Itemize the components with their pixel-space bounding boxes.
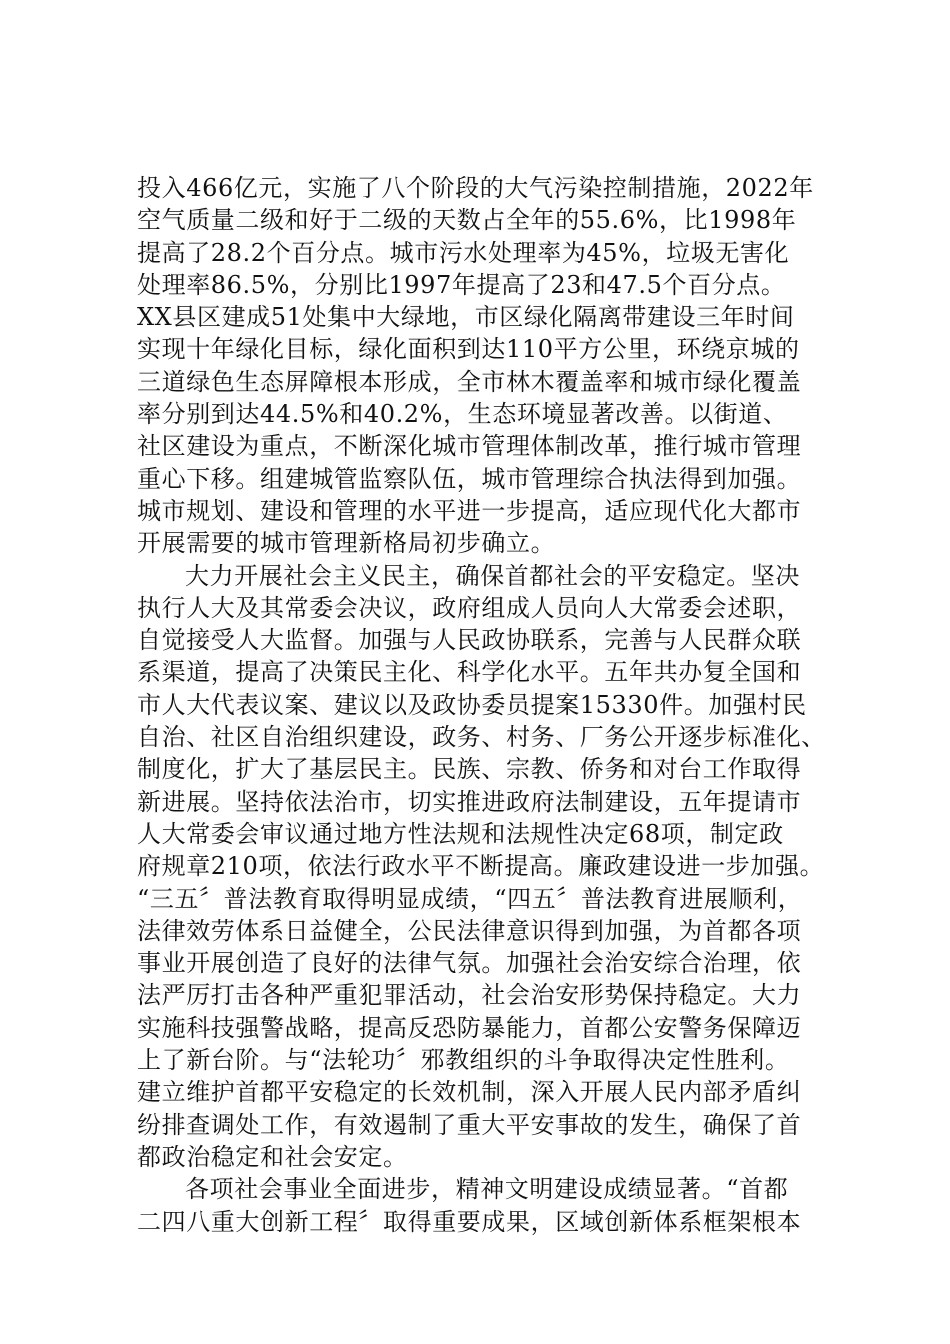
text-line: 开展需要的城市管理新格局初步确立。 [137, 529, 556, 558]
text-line: 社区建设为重点，不断深化城市管理体制改革，推行城市管理 [137, 432, 802, 461]
text-line: 自治、社区自治组织建设，政务、村务、厂务公开逐步标准化、 [137, 723, 826, 752]
paragraph-start-line: 各项社会事业全面进步，精神文明建设成绩显著。“首都 [185, 1175, 789, 1204]
text-line: 法律效劳体系日益健全，公民法律意识得到加强，为首都各项 [137, 916, 802, 945]
text-line: 人大常委会审议通过地方性法规和法规性决定68项，制定政 [137, 819, 784, 848]
text-line: 率分别到达44.5%和40.2%，生态环境显著改善。以街道、 [137, 400, 788, 429]
text-line: 重心下移。组建城管监察队伍，城市管理综合执法得到加强。 [137, 464, 802, 493]
text-line: 府规章210项，依法行政水平不断提高。廉政建设进一步加强。 [137, 852, 825, 881]
text-line: 法严厉打击各种严重犯罪活动，社会治安形势保持稳定。大力 [137, 981, 802, 1010]
text-line: 制度化，扩大了基层民主。民族、宗教、侨务和对台工作取得 [137, 755, 802, 784]
text-line: XX县区建成51处集中大绿地，市区绿化隔离带建设三年时间 [137, 303, 795, 332]
text-line: 实施科技强警战略，提高反恐防暴能力，首都公安警务保障迈 [137, 1013, 802, 1042]
text-line: 实现十年绿化目标，绿化面积到达110平方公里，环绕京城的 [137, 335, 800, 364]
text-line: 提高了28.2个百分点。城市污水处理率为45%，垃圾无害化 [137, 238, 790, 267]
text-line: 城市规划、建设和管理的水平进一步提高，适应现代化大都市 [137, 496, 802, 525]
text-line: 系渠道，提高了决策民主化、科学化水平。五年共办复全国和 [137, 658, 802, 687]
paragraph-start-line: 大力开展社会主义民主，确保首都社会的平安稳定。坚决 [185, 561, 800, 590]
text-line: 三道绿色生态屏障根本形成，全市林木覆盖率和城市绿化覆盖 [137, 367, 802, 396]
text-line: 自觉接受人大监督。加强与人民政协联系，完善与人民群众联 [137, 626, 802, 655]
text-line: 纷排查调处工作，有效遏制了重大平安事故的发生，确保了首 [137, 1110, 802, 1139]
text-line: 执行人大及其常委会决议，政府组成人员向人大常委会述职， [137, 593, 802, 622]
text-line: 新进展。坚持依法治市，切实推进政府法制建设，五年提请市 [137, 787, 802, 816]
text-line: 市人大代表议案、建议以及政协委员提案15330件。加强村民 [137, 690, 807, 719]
text-line: 处理率86.5%，分别比1997年提高了23和47.5个百分点。 [137, 270, 786, 299]
text-line: 建立维护首都平安稳定的长效机制，深入开展人民内部矛盾纠 [137, 1078, 802, 1107]
text-line: “三五〞普法教育取得明显成绩，“四五〞普法教育进展顺利， [137, 884, 803, 913]
text-line: 都政治稳定和社会安定。 [137, 1142, 408, 1171]
text-line: 上了新台阶。与“法轮功〞邪教组织的斗争取得决定性胜利。 [137, 1046, 790, 1075]
text-line: 二四八重大创新工程〞取得重要成果，区域创新体系框架根本 [137, 1207, 802, 1236]
text-line: 投入466亿元，实施了八个阶段的大气污染控制措施，2022年 [137, 174, 814, 202]
text-line: 事业开展创造了良好的法律气氛。加强社会治安综合治理，依 [137, 949, 802, 978]
text-line: 空气质量二级和好于二级的天数占全年的55.6%，比1998年 [137, 206, 797, 235]
body-text [137, 172, 837, 1238]
